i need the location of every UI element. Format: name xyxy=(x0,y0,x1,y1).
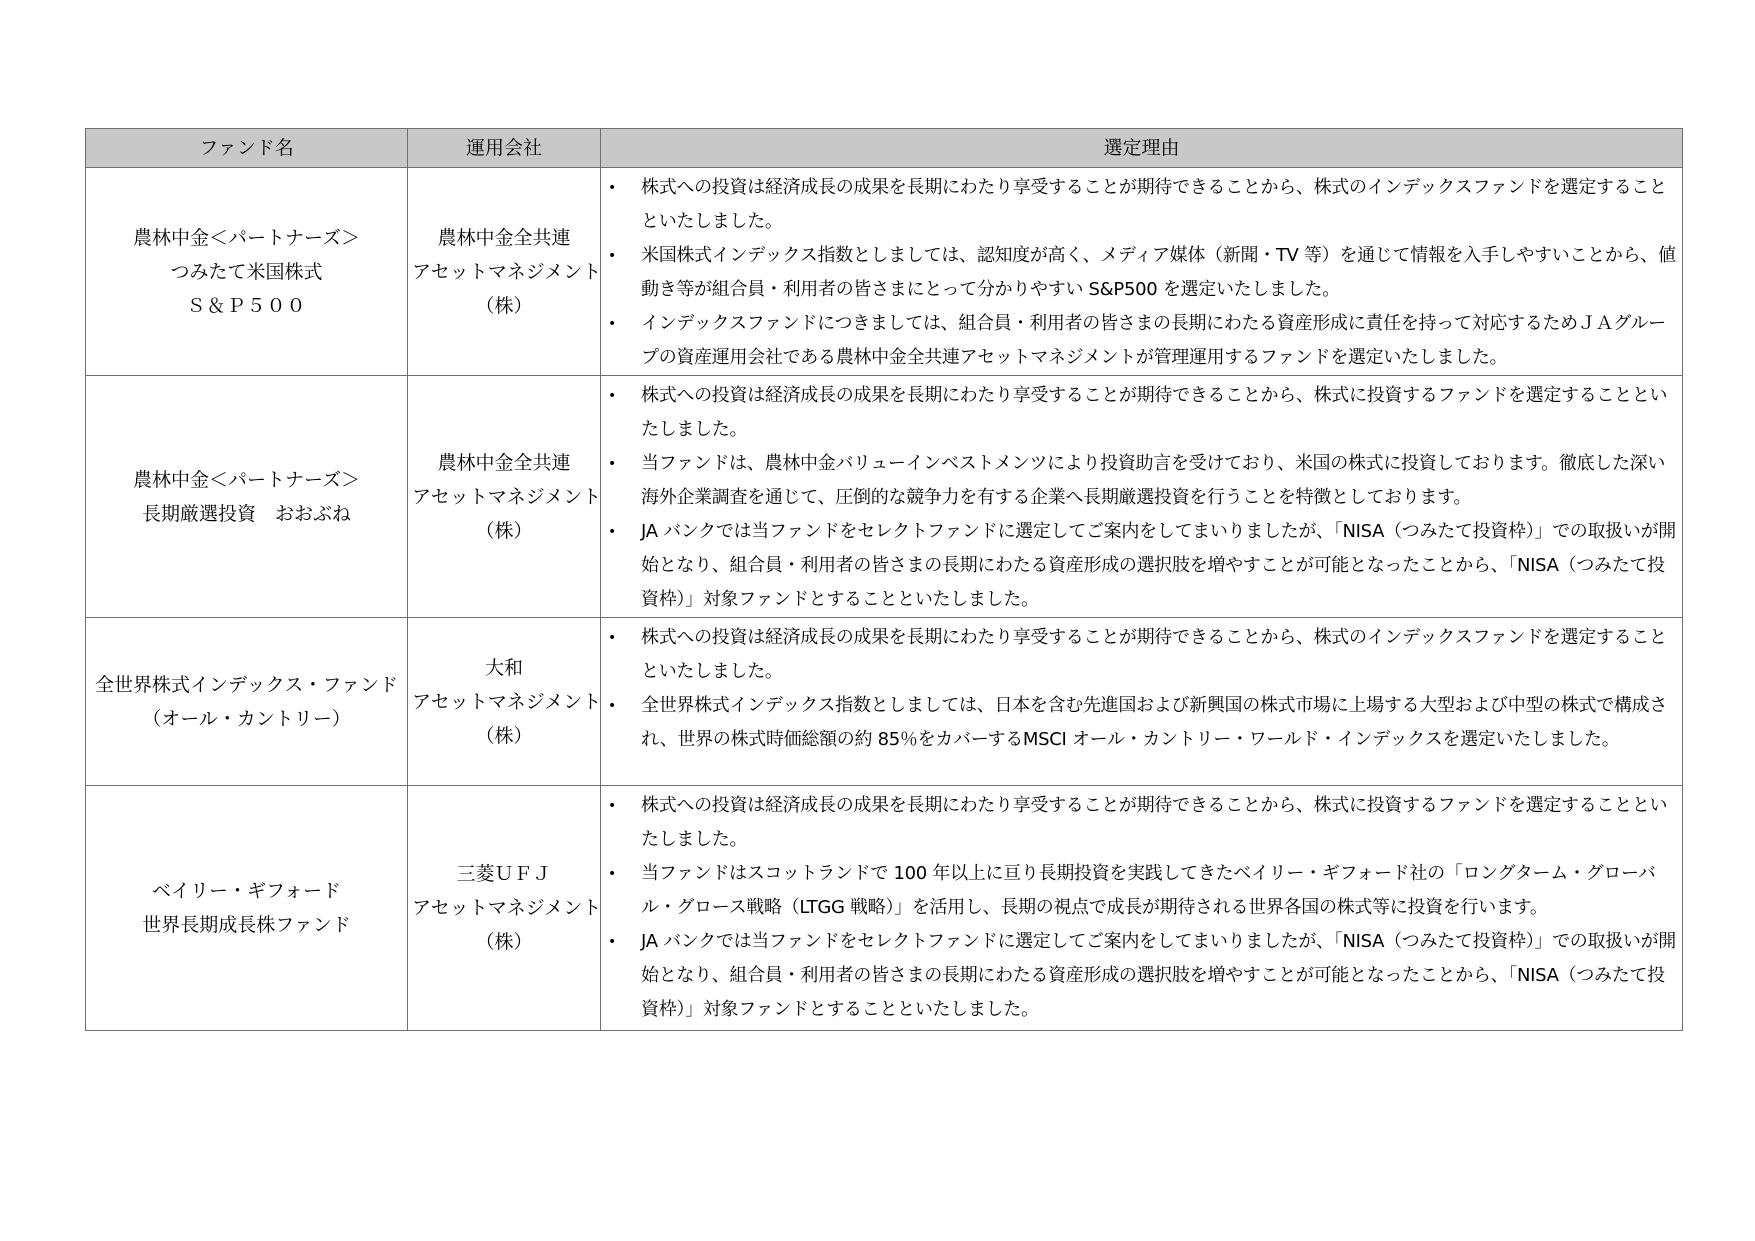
reason-list xyxy=(601,621,1680,757)
company-line: 大和 xyxy=(484,656,523,679)
bullet-icon: • xyxy=(608,248,616,264)
company-line: アセットマネジメント xyxy=(412,260,602,283)
fund-name-line: Ｓ＆Ｐ５００ xyxy=(186,294,307,317)
company-cell xyxy=(408,168,601,376)
bullet-icon: • xyxy=(608,524,616,540)
reason-text: JA バンクでは当ファンドをセレクトファンドに選定してご案内をしてまいりましたが、「NISA（つみたて投資枠）」での取扱いが開始となり、組合員・利用者の皆さまの長期にわたる資産形成の選択肢を増やすことが可能となったことから、「NISA（つみたて投資枠）」対象ファンドとすることといたしました。 xyxy=(641,521,1676,610)
company-cell xyxy=(408,376,601,618)
company-line: （株） xyxy=(475,931,533,953)
reason-cell xyxy=(601,168,1683,376)
reason-item xyxy=(601,171,1680,239)
fund-name-line: つみたて米国株式 xyxy=(170,260,323,283)
company-line: 農林中金全共連 xyxy=(437,226,571,249)
reason-item xyxy=(601,307,1680,375)
header-company: 運用会社 xyxy=(408,129,601,168)
fund-name-cell xyxy=(86,618,408,786)
company-line: （株） xyxy=(475,519,533,542)
company-line: 三菱ＵＦＪ xyxy=(456,863,552,885)
fund-name-line: （オール・カントリー） xyxy=(142,707,351,730)
fund-name-line: 農林中金＜パートナーズ＞ xyxy=(132,226,361,249)
fund-name-cell xyxy=(86,376,408,618)
company-line: アセットマネジメント xyxy=(412,485,602,508)
reason-text: 当ファンドは、農林中金バリューインベストメンツにより投資助言を受けており、米国の株式に投資しております。徹底した深い海外企業調査を通じて、圧倒的な競争力を有する企業へ長期厳選投資を行うことを特徴としております。 xyxy=(641,453,1666,508)
reason-text: 米国株式インデックス指数としましては、認知度が高く、メディア媒体（新聞・TV 等）を通じて情報を入手しやすいことから、値動き等が組合員・利用者の皆さまにとって分かりやすい S&P500 を選定いたしました。 xyxy=(641,245,1676,300)
fund-name-cell xyxy=(86,786,408,1031)
header-fund-name: ファンド名 xyxy=(86,129,408,168)
bullet-icon: • xyxy=(608,698,616,714)
table-row xyxy=(86,618,1683,786)
bullet-icon: • xyxy=(608,316,616,332)
fund-name-line: 農林中金＜パートナーズ＞ xyxy=(132,468,361,491)
reason-cell xyxy=(601,376,1683,618)
reason-text: インデックスファンドにつきましては、組合員・利用者の皆さまの長期にわたる資産形成に責任を持って対応するためＪＡグループの資産運用会社である農林中金全共連アセットマネジメントが管理運用するファンドを選定いたしました。 xyxy=(641,313,1666,368)
company-line: アセットマネジメント xyxy=(412,690,602,713)
reason-text: 株式への投資は経済成長の成果を長期にわたり享受することが期待できることから、株式のインデックスファンドを選定することといたしました。 xyxy=(641,627,1667,682)
reason-item xyxy=(601,621,1680,689)
table-row xyxy=(86,168,1683,376)
reason-text: 株式への投資は経済成長の成果を長期にわたり享受することが期待できることから、株式に投資するファンドを選定することといたしました。 xyxy=(641,385,1668,440)
reason-list xyxy=(601,379,1680,617)
table-row xyxy=(86,376,1683,618)
reason-cell xyxy=(601,618,1683,786)
reason-item xyxy=(601,515,1680,617)
fund-name-line: 長期厳選投資 おおぶね xyxy=(141,502,351,525)
reason-item xyxy=(601,447,1680,515)
fund-selection-table xyxy=(85,128,1683,1031)
header-row xyxy=(86,129,1683,168)
fund-name-line: 世界長期成長株ファンド xyxy=(142,914,351,936)
bullet-icon: • xyxy=(608,388,616,404)
company-cell xyxy=(408,618,601,786)
reason-item xyxy=(601,857,1680,925)
company-cell xyxy=(408,786,601,1031)
reason-item xyxy=(601,379,1680,447)
fund-name-line: ベイリー・ギフォード xyxy=(151,880,342,902)
company-line: アセットマネジメント xyxy=(412,897,602,919)
header-reason: 選定理由 xyxy=(601,129,1683,168)
bullet-icon: • xyxy=(608,934,616,950)
fund-name-line: 全世界株式インデックス・ファンド xyxy=(94,673,399,696)
reason-list xyxy=(601,789,1680,1027)
reason-item xyxy=(601,689,1680,757)
company-line: 農林中金全共連 xyxy=(437,451,571,474)
reason-cell xyxy=(601,786,1683,1031)
reason-item xyxy=(601,789,1680,857)
fund-name-cell xyxy=(86,168,408,376)
reason-text: 全世界株式インデックス指数としましては、日本を含む先進国および新興国の株式市場に上場する大型および中型の株式で構成され、世界の株式時価総額の約 85％をカバーするMSCI オール・カントリー・ワールド・インデックスを選定いたしました。 xyxy=(641,695,1668,750)
bullet-icon: • xyxy=(608,456,616,472)
reason-item xyxy=(601,925,1680,1027)
bullet-icon: • xyxy=(608,798,616,814)
bullet-icon: • xyxy=(608,866,616,882)
reason-text: 当ファンドはスコットランドで 100 年以上に亘り長期投資を実践してきたベイリー・ギフォード社の「ロングターム・グローバル・グロース戦略（LTGG 戦略）」を活用し、長期の視点で成長が期待される世界各国の株式等に投資を行います。 xyxy=(641,863,1656,918)
reason-item xyxy=(601,239,1680,307)
company-line: （株） xyxy=(475,294,533,317)
company-line: （株） xyxy=(475,724,533,747)
reason-list xyxy=(601,171,1680,375)
bullet-icon: • xyxy=(608,180,616,196)
bullet-icon: • xyxy=(608,630,616,646)
reason-text: JA バンクでは当ファンドをセレクトファンドに選定してご案内をしてまいりましたが、「NISA（つみたて投資枠）」での取扱いが開始となり、組合員・利用者の皆さまの長期にわたる資産形成の選択肢を増やすことが可能となったことから、「NISA（つみたて投資枠）」対象ファンドとすることといたしました。 xyxy=(641,931,1676,1020)
reason-text: 株式への投資は経済成長の成果を長期にわたり享受することが期待できることから、株式に投資するファンドを選定することといたしました。 xyxy=(641,795,1668,850)
reason-text: 株式への投資は経済成長の成果を長期にわたり享受することが期待できることから、株式のインデックスファンドを選定することといたしました。 xyxy=(641,177,1667,232)
table-row xyxy=(86,786,1683,1031)
